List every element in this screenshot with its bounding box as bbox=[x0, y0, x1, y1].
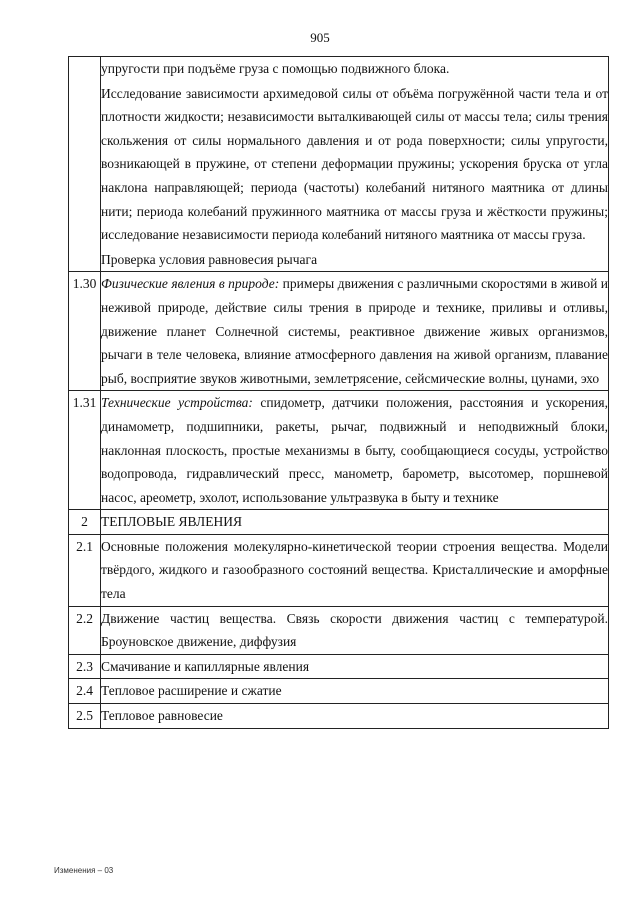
page-number: 905 bbox=[310, 30, 330, 45]
row-content bbox=[101, 391, 609, 510]
row-number: 2 bbox=[69, 510, 101, 535]
content-paragraph bbox=[101, 704, 608, 728]
paragraph-text: ТЕПЛОВЫЕ ЯВЛЕНИЯ bbox=[101, 514, 242, 530]
row-content bbox=[101, 57, 609, 272]
paragraph-text: Основные положения молекулярно-кинетической теории строения вещества. Модели твёрдого, жидкого и газообразного состояний вещества. Кристаллические и аморфные тела bbox=[101, 538, 608, 602]
table-row bbox=[69, 391, 609, 510]
row-number: 1.31 bbox=[69, 391, 101, 510]
paragraph-text: Смачивание и капиллярные явления bbox=[101, 658, 310, 674]
row-number: 2.4 bbox=[69, 679, 101, 704]
content-table bbox=[68, 56, 609, 729]
content-paragraph bbox=[101, 607, 608, 654]
content-paragraph bbox=[101, 510, 608, 534]
content-paragraph bbox=[101, 535, 608, 606]
row-content bbox=[101, 606, 609, 654]
row-content bbox=[101, 654, 609, 679]
row-number: 1.30 bbox=[69, 272, 101, 391]
row-number: 2.2 bbox=[69, 606, 101, 654]
row-content bbox=[101, 510, 609, 535]
footer-revision: Изменения – 03 bbox=[54, 866, 114, 875]
table-row bbox=[69, 606, 609, 654]
paragraph-text: Тепловое равновесие bbox=[101, 708, 223, 724]
paragraph-text: Исследование зависимости архимедовой силы от объёма погружённой части тела и от плотности жидкости; независимости выталкивающей силы от массы тела; силы трения скольжения от силы нормального давления и от рода поверхности; силы упругости, возникающей в пружине, от степени деформации пружины; ускорения бруска от угла наклона направляющей; периода (частоты) колебаний нитяного маятника от длины нити; периода колебаний пружинного маятника от массы груза и жёсткости пружины; исследование независимости периода колебаний нитяного маятника от массы груза. bbox=[101, 85, 608, 243]
paragraph-text: спидометр, датчики положения, расстояния и ускорения, динамометр, подшипники, ракеты, рычаг, подвижный и неподвижный блоки, наклонная плоскость, простые механизмы в быту, сообщающиеся сосуды, устройство водопровода, гидравлический пресс, манометр, барометр, высотомер, поршневой насос, ареометр, эхолот, использование ультразвука в быту и технике bbox=[101, 395, 608, 505]
italic-lead: Технические устройства: bbox=[101, 395, 253, 411]
content-paragraph bbox=[101, 57, 608, 81]
content-paragraph bbox=[101, 82, 608, 247]
table-row bbox=[69, 272, 609, 391]
italic-lead: Физические явления в природе: bbox=[101, 276, 280, 292]
row-content bbox=[101, 679, 609, 704]
row-number: 2.1 bbox=[69, 534, 101, 606]
content-paragraph bbox=[101, 679, 608, 703]
paragraph-text: Тепловое расширение и сжатие bbox=[101, 683, 282, 699]
table-row bbox=[69, 679, 609, 704]
content-paragraph bbox=[101, 391, 608, 509]
row-content bbox=[101, 704, 609, 729]
table-row bbox=[69, 654, 609, 679]
paragraph-text: Проверка условия равновесия рычага bbox=[101, 251, 318, 267]
table-row bbox=[69, 510, 609, 535]
table-row bbox=[69, 57, 609, 272]
content-paragraph bbox=[101, 655, 608, 679]
table-row bbox=[69, 704, 609, 729]
row-content bbox=[101, 272, 609, 391]
paragraph-text: упругости при подъёме груза с помощью подвижного блока. bbox=[101, 61, 450, 76]
content-paragraph bbox=[101, 248, 608, 272]
row-number: 2.3 bbox=[69, 654, 101, 679]
table-row bbox=[69, 534, 609, 606]
row-number: 2.5 bbox=[69, 704, 101, 729]
row-content bbox=[101, 534, 609, 606]
paragraph-text: примеры движения с различными скоростями в живой и неживой природе, действие силы трения в природе и технике, приливы и отливы, движение планет Солнечной системы, реактивное движение живых организмов, рычаги в теле человека, влияние атмосферного давления на живой организм, плавание рыб, восприятие звуков животными, землетрясение, сейсмические волны, цунами, эхо bbox=[101, 276, 608, 386]
row-number bbox=[69, 57, 101, 272]
paragraph-text: Движение частиц вещества. Связь скорости движения частиц с температурой. Броуновское движение, диффузия bbox=[101, 610, 608, 650]
content-table-body bbox=[69, 57, 609, 729]
content-paragraph bbox=[101, 272, 608, 390]
